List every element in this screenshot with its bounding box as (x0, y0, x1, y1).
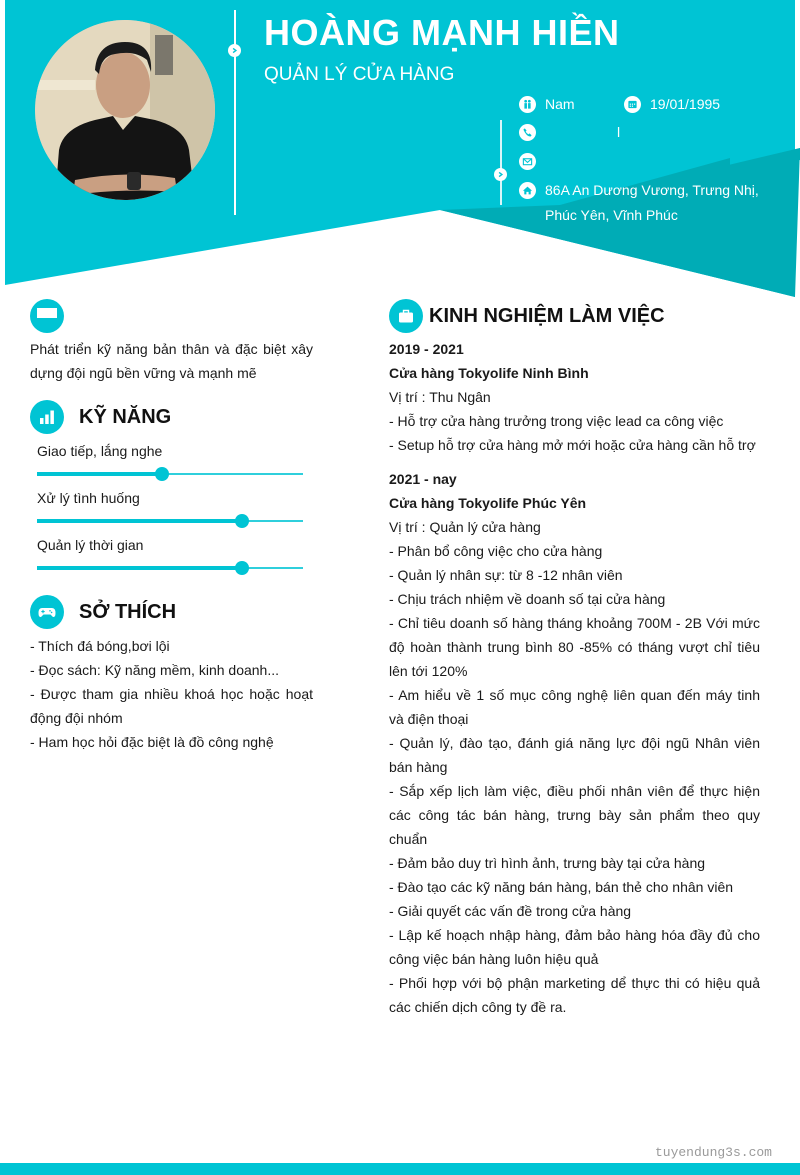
chevron-right-icon (228, 44, 241, 57)
birthday-row (624, 92, 720, 117)
hobby-item: - Đọc sách: Kỹ năng mềm, kinh doanh... (30, 662, 280, 678)
experience-company: Cửa hàng Tokyolife Phúc Yên (389, 495, 587, 511)
skill-item (37, 441, 303, 481)
experience-duty: - Giải quyết các vấn đề trong cửa hàng (389, 903, 632, 919)
gender-icon (519, 96, 536, 113)
email-row (519, 149, 545, 170)
experience-duty: - Đảm bảo duy trì hình ảnh, trưng bày tại cửa hàng (389, 855, 706, 871)
skill-bar (37, 467, 303, 481)
address-row (519, 178, 759, 228)
bar-chart-icon (30, 400, 64, 434)
experience-duty: - Quản lý nhân sự: từ 8 -12 nhân viên (389, 567, 623, 583)
objective-heading (30, 299, 79, 333)
experience-duty: - Am hiểu về 1 số mục công nghệ liên quan đến máy tinh và điện thoại (389, 687, 760, 727)
experience-entry (389, 337, 760, 457)
skill-bar (37, 514, 303, 528)
experience-period: 2021 - nay (389, 471, 457, 487)
phone-value[interactable]: l (617, 124, 621, 140)
birthday-value: 19/01/1995 (650, 96, 721, 112)
gender-row (519, 92, 575, 117)
briefcase-icon (389, 299, 423, 333)
hobby-item: - Được tham gia nhiều khoá học hoặc hoạt động đội nhóm (30, 686, 313, 726)
experience-company: Cửa hàng Tokyolife Ninh Bình (389, 365, 589, 381)
gamepad-icon (30, 595, 64, 629)
mail-icon (519, 153, 536, 170)
experience-duty: - Đào tạo các kỹ năng bán hàng, bán thẻ cho nhân viên (389, 879, 734, 895)
experience-period: 2019 - 2021 (389, 341, 464, 357)
skill-label: Giao tiếp, lắng nghe (37, 443, 163, 459)
avatar (35, 20, 215, 200)
hobbies-heading (30, 595, 176, 629)
experience-position: Vị trí : Thu Ngân (389, 389, 491, 405)
experience-duty: - Phối hợp với bộ phận marketing dể thực thi có hiệu quả các chiến dịch công ty đề ra. (389, 975, 760, 1015)
objective-text: Phát triển kỹ năng bản thân và đặc biệt xây dựng đội ngũ bền vững và mạnh mẽ (30, 341, 313, 381)
skills-heading (30, 400, 171, 434)
skills-title: KỸ NĂNG (79, 405, 172, 428)
experience-duty: - Sắp xếp lịch làm việc, điều phối nhân viên để thực hiện các công tác bán hàng, trưng bày sản phẩm theo quy chuẩn (389, 783, 760, 847)
contact-divider (500, 120, 502, 205)
experience-duty: - Setup hỗ trợ cửa hàng mở mới hoặc cửa hàng cần hỗ trợ (389, 437, 756, 453)
experience-duty: - Chỉ tiêu doanh số hàng tháng khoảng 700M - 2B Với mức độ hoàn thành trung bình 80 -85% có tháng vượt chỉ tiêu lên tới 120% (389, 615, 760, 679)
experience-title: KINH NGHIỆM LÀM VIỆC (429, 304, 665, 327)
calendar-icon (624, 96, 641, 113)
experience-duty: - Hỗ trợ cửa hàng trưởng trong việc lead ca công việc (389, 413, 724, 429)
experience-list (389, 337, 760, 1019)
skill-label: Xử lý tình huống (37, 490, 140, 506)
hobbies-list (30, 634, 313, 754)
skill-level-knob (235, 561, 249, 575)
skill-item (37, 488, 303, 528)
chevron-right-icon (494, 168, 507, 181)
home-icon (519, 182, 536, 199)
experience-entry (389, 467, 760, 1019)
skill-item (37, 535, 303, 575)
experience-duty: - Chịu trách nhiệm về doanh số tại cửa hàng (389, 591, 666, 607)
profile-photo (35, 20, 215, 200)
experience-heading (389, 299, 665, 333)
footer-bar (0, 1163, 800, 1175)
skill-bar (37, 561, 303, 575)
skill-level-knob (155, 467, 169, 481)
hobby-item: - Thích đá bóng,bơi lội (30, 638, 170, 654)
target-icon (30, 299, 64, 333)
experience-position: Vị trí : Quản lý cửa hàng (389, 519, 541, 535)
experience-duty: - Phân bổ công việc cho cửa hàng (389, 543, 603, 559)
skill-level-knob (235, 514, 249, 528)
hobby-item: - Ham học hỏi đặc biệt là đồ công nghệ (30, 734, 274, 750)
phone-icon (519, 124, 536, 141)
watermark: tuyendung3s.com (654, 1145, 772, 1160)
header-divider (234, 10, 236, 215)
candidate-name: HOÀNG MẠNH HIỀN (264, 12, 620, 53)
hobbies-title: SỞ THÍCH (79, 600, 177, 623)
experience-duty: - Quản lý, đào tạo, đánh giá năng lực đội ngũ Nhân viên bán hàng (389, 735, 760, 775)
gender-value: Nam (545, 96, 575, 112)
experience-duty: - Lập kế hoạch nhập hàng, đảm bảo hàng hóa đầy đủ cho công việc bán hàng luôn hiệu quả (389, 927, 760, 967)
address-value: 86A An Dương Vương, Trưng Nhị, Phúc Yên, Vĩnh Phúc (545, 182, 759, 223)
job-title: QUẢN LÝ CỬA HÀNG (264, 64, 455, 85)
skill-label: Quản lý thời gian (37, 537, 144, 553)
phone-row (519, 120, 620, 145)
